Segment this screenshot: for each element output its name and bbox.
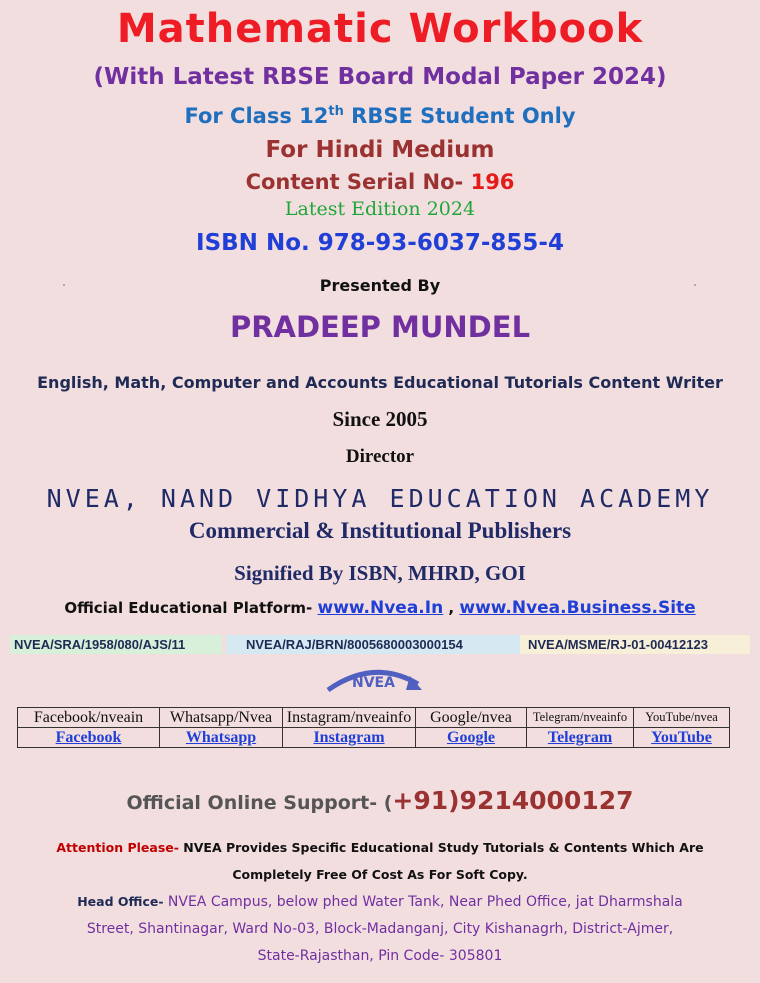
instagram-link[interactable]: Instagram (283, 728, 416, 748)
support-line (0, 786, 760, 815)
class-line-suffix: RBSE Student Only (343, 104, 576, 128)
serial-label: Content Serial No- (245, 170, 471, 194)
youtube-link[interactable]: YouTube (634, 728, 730, 748)
signified-line: Signified By ISBN, MHRD, GOI (234, 561, 526, 585)
class-line (0, 104, 760, 128)
serial-number: 196 (470, 170, 515, 194)
facebook-link[interactable]: Facebook (18, 728, 160, 748)
subtitle: (With Latest RBSE Board Modal Paper 2024) (93, 64, 667, 90)
writer-line: English, Math, Computer and Accounts Educational Tutorials Content Writer (37, 373, 723, 392)
social-handle: Instagram/nveainfo (283, 708, 416, 728)
social-handles-row (18, 708, 730, 728)
head-office-label: Head Office- (77, 894, 168, 909)
attention-text: NVEA Provides Specific Educational Study Tutorials & Contents Which Are (183, 840, 704, 855)
nvea-business-link[interactable]: www.Nvea.Business.Site (459, 598, 696, 618)
google-link[interactable]: Google (416, 728, 527, 748)
head-office-address-1: NVEA Campus, below phed Water Tank, Near Phed Office, jat Dharmshala (167, 894, 683, 910)
head-office-address-2: Street, Shantinagar, Ward No-03, Block-Madanganj, City Kishanagrh, District-Ajmer, (86, 921, 674, 937)
isbn-line: ISBN No. 978-93-6037-855-4 (196, 230, 564, 256)
publishers-line: Commercial & Institutional Publishers (188, 518, 572, 543)
registration-msme: NVEA/MSME/RJ-01-00412123 (520, 635, 750, 654)
director-line: Director (345, 446, 415, 467)
platform-line (0, 598, 760, 618)
serial-line (0, 170, 760, 194)
head-office-address-3: State-Rajasthan, Pin Code- 305801 (257, 948, 503, 964)
social-handle: Telegram/nveainfo (527, 708, 634, 728)
class-superscript: th (328, 104, 344, 119)
telegram-link[interactable]: Telegram (527, 728, 634, 748)
head-office-line (0, 888, 760, 916)
social-handle: Facebook/nveain (18, 708, 160, 728)
attention-text-2: Completely Free Of Cost As For Soft Copy. (232, 867, 528, 882)
presented-by: Presented By (319, 276, 441, 295)
whatsapp-link[interactable]: Whatsapp (160, 728, 283, 748)
social-links-row (18, 728, 730, 748)
attention-line (0, 834, 760, 861)
class-line-text: For Class 12 (184, 104, 329, 128)
support-label: Official Online Support- ( (126, 792, 393, 814)
platform-label: Official Educational Platform- (64, 599, 318, 617)
nvea-label: NVEA (352, 675, 395, 691)
support-phone: +91)9214000127 (392, 786, 634, 815)
registration-brn: NVEA/RAJ/BRN/8005680003000154 (226, 635, 534, 654)
author-name: PRADEEP MUNDEL (229, 310, 531, 344)
academy-name: NVEA, NAND VIDHYA EDUCATION ACADEMY (46, 484, 714, 513)
medium-line: For Hindi Medium (265, 137, 495, 163)
since-line: Since 2005 (332, 407, 428, 431)
attention-block (0, 834, 760, 970)
document-title: Mathematic Workbook (116, 6, 644, 52)
social-handle: YouTube/nvea (634, 708, 730, 728)
nvea-in-link[interactable]: www.Nvea.In (317, 598, 444, 618)
registration-sra: NVEA/SRA/1958/080/AJS/11 (10, 635, 222, 654)
social-handle: Google/nvea (416, 708, 527, 728)
social-table (17, 707, 730, 748)
platform-separator: , (443, 599, 460, 617)
edition-line: Latest Edition 2024 (284, 198, 476, 220)
social-handle: Whatsapp/Nvea (160, 708, 283, 728)
attention-label: Attention Please- (56, 840, 184, 855)
